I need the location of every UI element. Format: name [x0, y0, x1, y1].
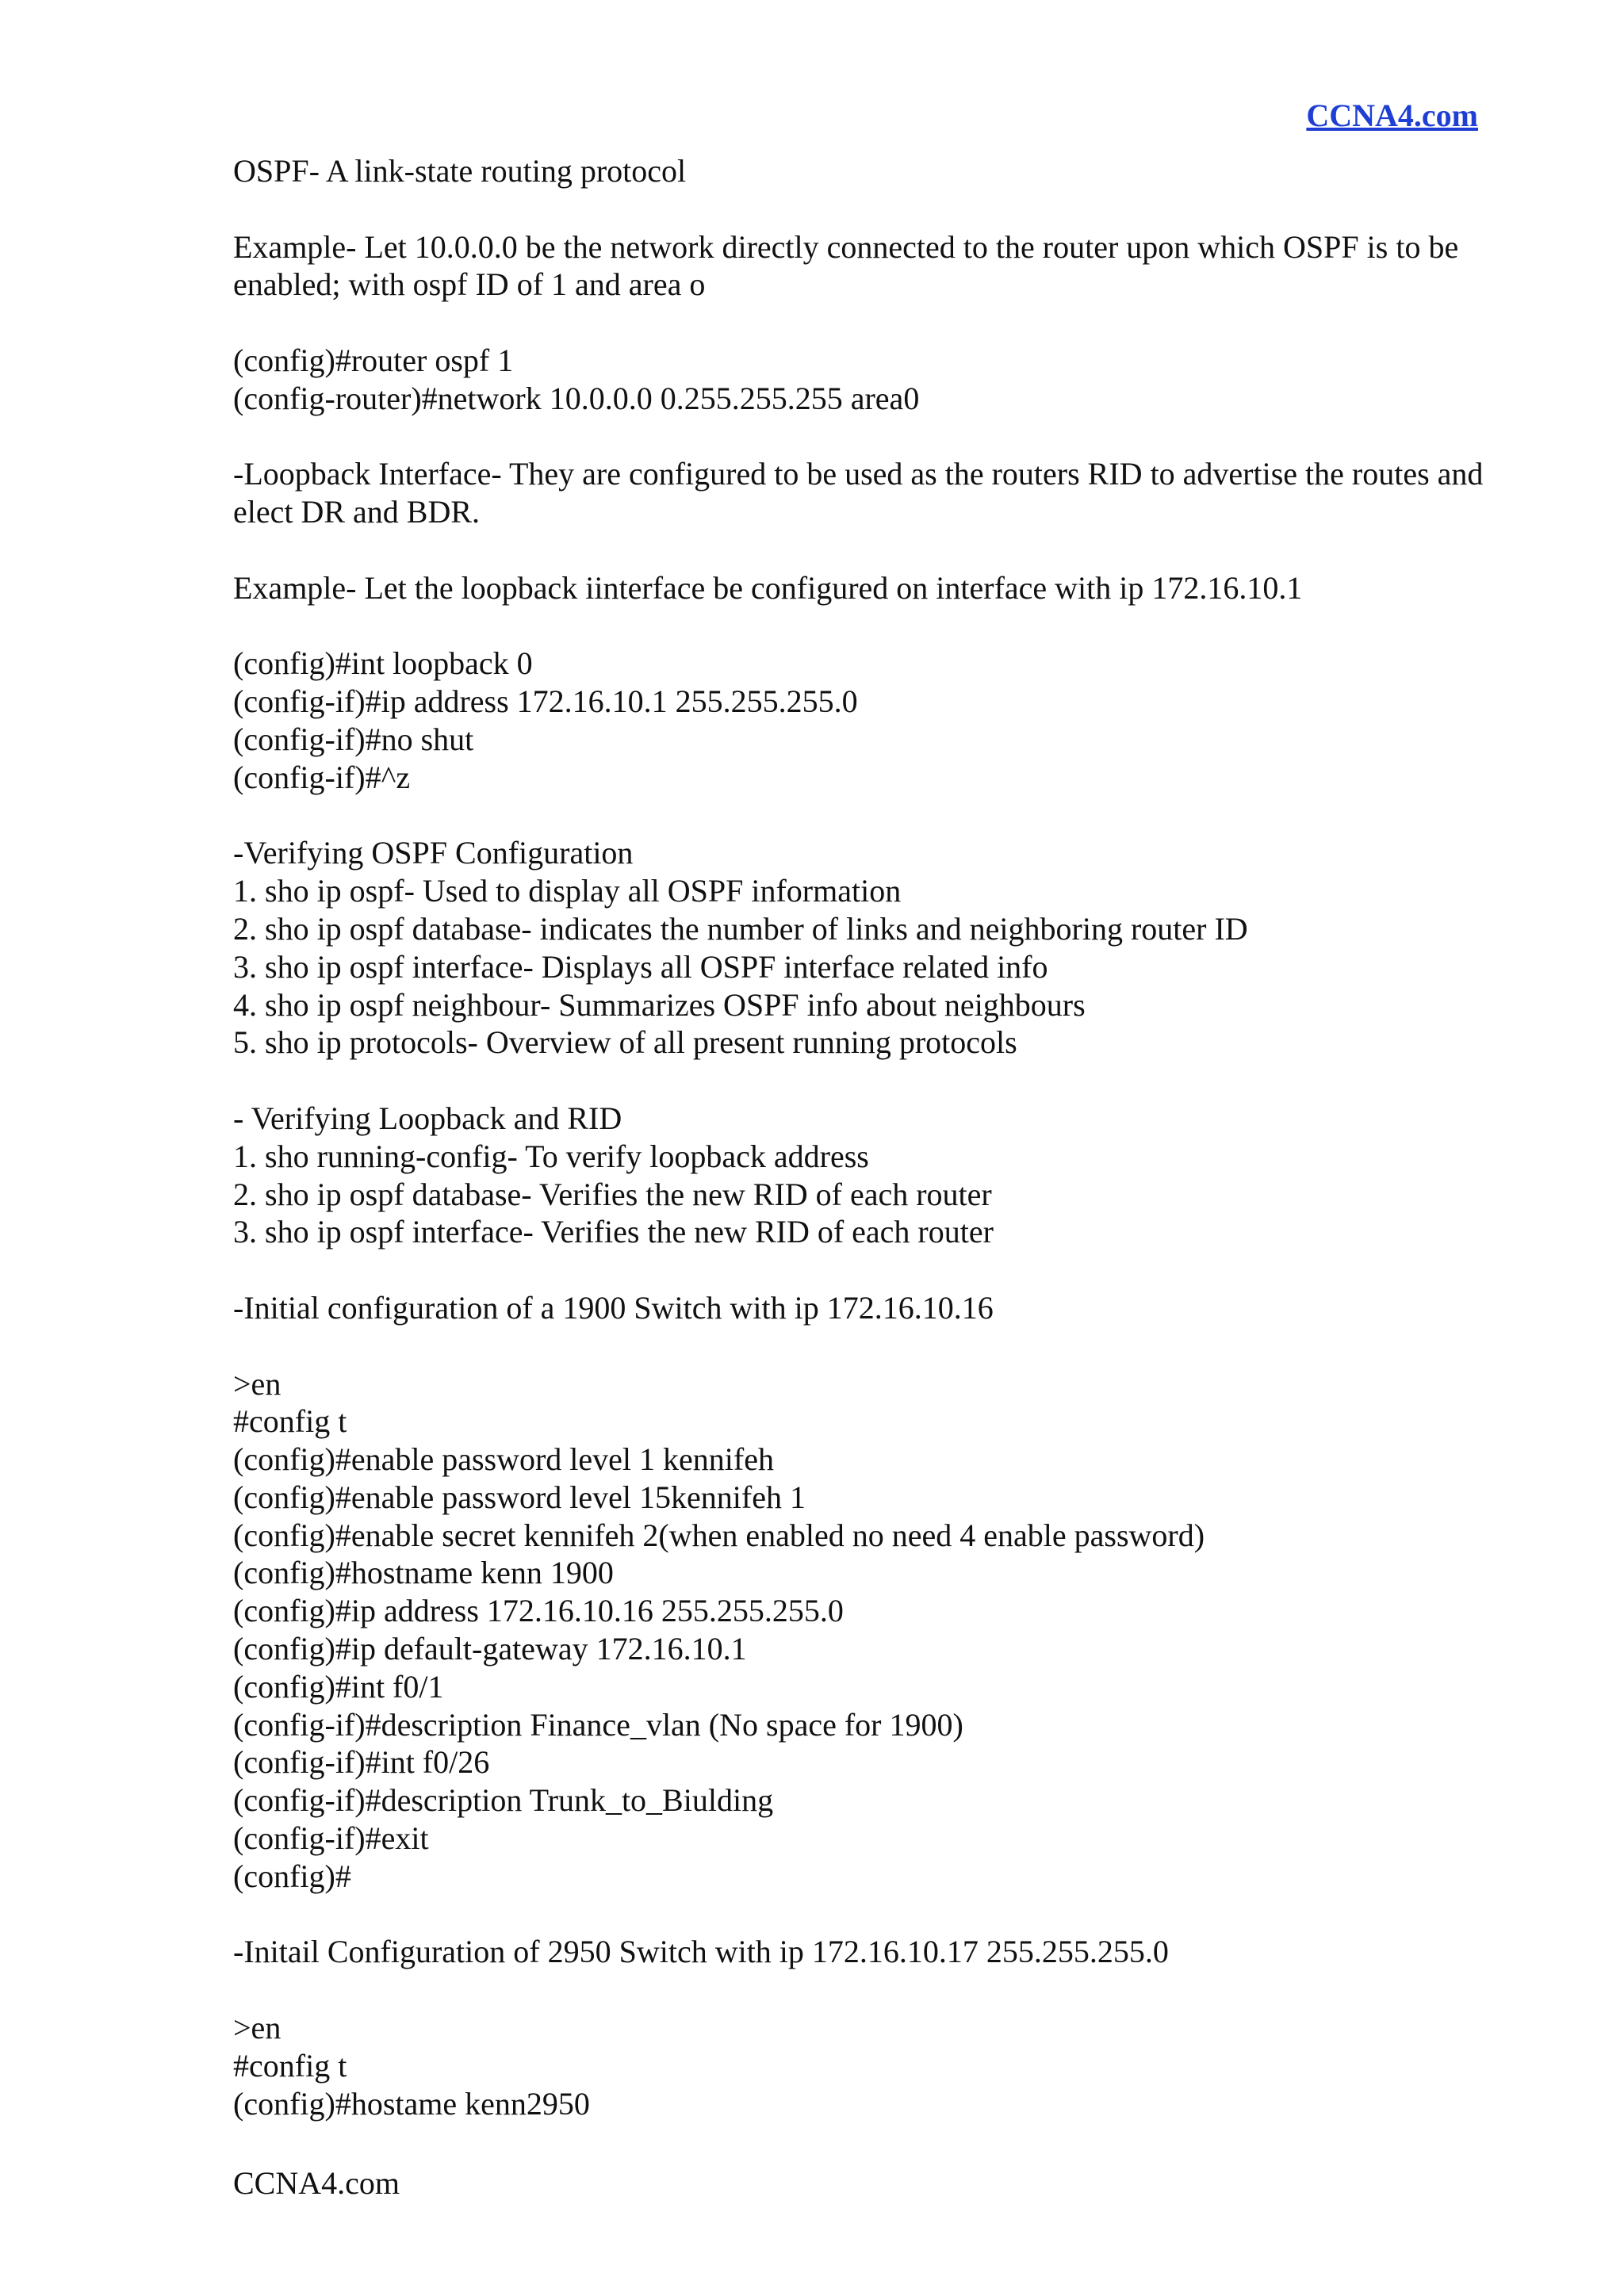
paragraph: -Loopback Interface- They are configured to be used as the routers RID to advertise the routes and elect DR and BDR.	[233, 456, 1484, 530]
command-line: (config)#hostname kenn 1900	[233, 1555, 614, 1591]
blank-line	[233, 1062, 1486, 1100]
blank-line	[233, 1971, 1486, 2009]
command-line: (config)#router ospf 1	[233, 342, 514, 378]
blank-line	[233, 607, 1486, 645]
paragraph: Example- Let 10.0.0.0 be the network directly connected to the router upon which OSPF is to be enabled; with ospf ID of 1 and area o	[233, 228, 1459, 303]
command-line: (config)#enable password level 15kennifeh 1	[233, 1479, 806, 1515]
list-item: 3. sho ip ospf interface- Verifies the new RID of each router	[233, 1214, 994, 1250]
command-line: (config)#hostame kenn2950	[233, 2085, 590, 2122]
command-line: >en	[233, 2010, 282, 2046]
list-item: 3. sho ip ospf interface- Displays all OSPF interface related info	[233, 948, 1048, 985]
command-line: (config)#enable secret kennifeh 2(when enabled no need 4 enable password)	[233, 1517, 1205, 1553]
list-item: 2. sho ip ospf database- indicates the number of links and neighboring router ID	[233, 910, 1248, 947]
section-heading: -Verifying OSPF Configuration	[233, 835, 634, 871]
blank-line	[233, 531, 1486, 569]
command-line: (config-if)#exit	[233, 1820, 429, 1857]
command-line: (config-if)#description Finance_vlan (No space for 1900)	[233, 1706, 963, 1743]
command-line: >en	[233, 1365, 282, 1402]
list-item: 1. sho running-config- To verify loopback address	[233, 1138, 869, 1174]
command-line: (config-if)#no shut	[233, 721, 474, 757]
blank-line	[233, 304, 1486, 342]
command-line: (config)#ip address 172.16.10.16 255.255.255.0	[233, 1593, 844, 1629]
command-line: (config)#int loopback 0	[233, 645, 533, 682]
command-line: #config t	[233, 1403, 347, 1440]
list-item: 1. sho ip ospf- Used to display all OSPF information	[233, 873, 902, 909]
command-line: (config)#enable password level 1 kennifeh	[233, 1441, 774, 1478]
blank-line	[233, 797, 1486, 835]
list-item: 4. sho ip ospf neighbour- Summarizes OSPF info about neighbours	[233, 986, 1086, 1023]
section-heading: -Initail Configuration of 2950 Switch with ip 172.16.10.17 255.255.255.0	[233, 1934, 1169, 1970]
blank-line	[233, 1251, 1486, 1289]
command-line: (config-if)#int f0/26	[233, 1744, 490, 1781]
page-footer: CCNA4.com	[233, 2165, 400, 2201]
blank-line	[233, 1327, 1486, 1365]
doc-title: OSPF- A link-state routing protocol	[233, 153, 687, 189]
command-line: (config-if)#description Trunk_to_Biulding	[233, 1782, 774, 1819]
command-line: (config-if)#^z	[233, 759, 411, 795]
blank-line	[233, 418, 1486, 456]
command-line: #config t	[233, 2047, 347, 2084]
site-link[interactable]: CCNA4.com	[1306, 98, 1478, 133]
command-line: (config)#	[233, 1858, 351, 1894]
command-line: (config)#int f0/1	[233, 1668, 444, 1705]
section-heading: - Verifying Loopback and RID	[233, 1100, 622, 1136]
command-line: (config)#ip default-gateway 172.16.10.1	[233, 1631, 747, 1667]
command-line: (config-if)#ip address 172.16.10.1 255.255.255.0	[233, 683, 858, 720]
command-line: (config-router)#network 10.0.0.0 0.255.255.255 area0	[233, 380, 920, 416]
paragraph: Example- Let the loopback iinterface be configured on interface with ip 172.16.10.1	[233, 569, 1303, 606]
list-item: 2. sho ip ospf database- Verifies the new RID of each router	[233, 1176, 992, 1212]
section-heading: -Initial configuration of a 1900 Switch with ip 172.16.10.16	[233, 1289, 994, 1326]
document-body	[233, 152, 1486, 2122]
blank-line	[233, 1896, 1486, 1934]
blank-line	[233, 190, 1486, 228]
list-item: 5. sho ip protocols- Overview of all present running protocols	[233, 1024, 1017, 1061]
